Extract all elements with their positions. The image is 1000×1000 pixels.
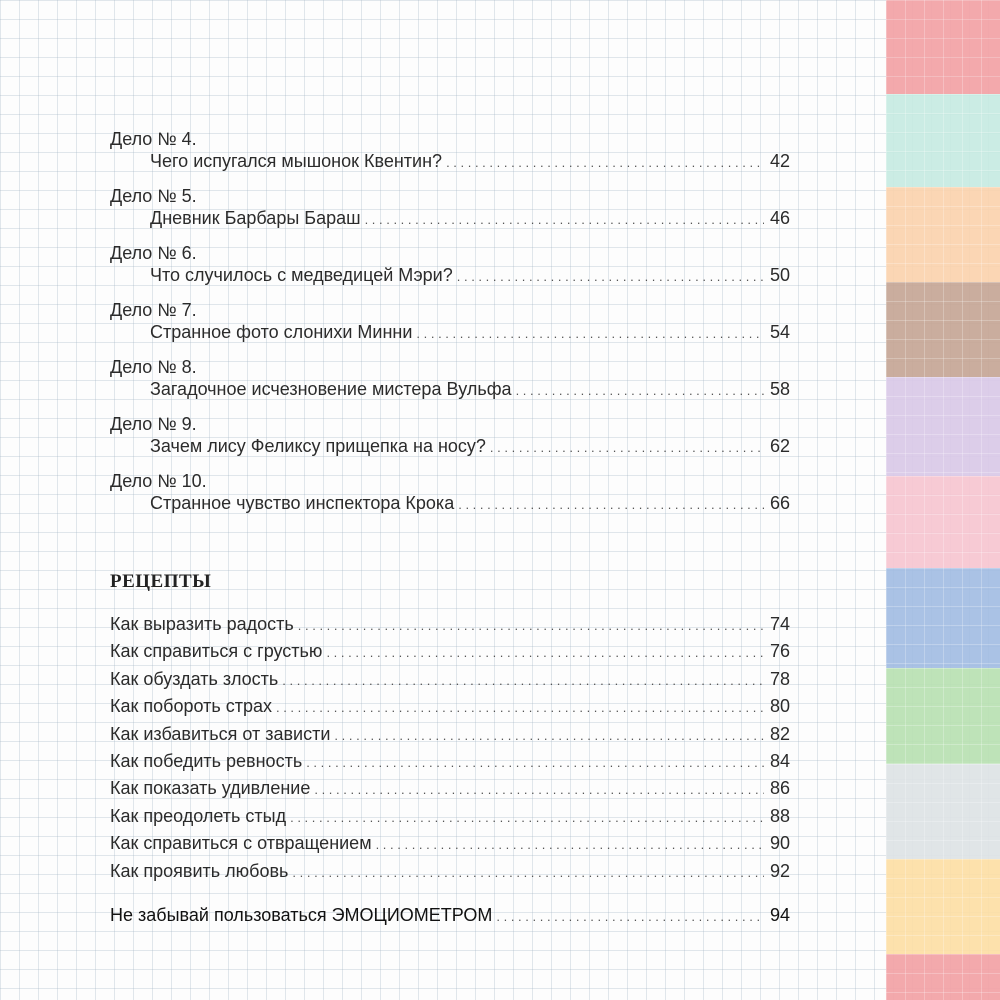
entry-title: Как выразить радость bbox=[110, 614, 294, 634]
toc-case-10 bbox=[110, 470, 790, 517]
entry-page: 90 bbox=[769, 833, 790, 854]
dot-leader bbox=[292, 866, 764, 879]
toc-entry[interactable] bbox=[110, 805, 790, 832]
color-tab-green[interactable] bbox=[886, 668, 1000, 764]
entry-title: Что случилось с медведицей Мэри? bbox=[150, 265, 453, 285]
case-label: Дело № 5. bbox=[110, 186, 197, 206]
toc-entry[interactable] bbox=[110, 435, 790, 460]
entry-page: 84 bbox=[769, 750, 790, 771]
toc-entry[interactable] bbox=[110, 264, 790, 289]
dot-leader bbox=[416, 327, 764, 340]
entry-page: 94 bbox=[769, 904, 790, 925]
toc-entry-emotiometer[interactable] bbox=[110, 904, 790, 929]
case-label: Дело № 7. bbox=[110, 300, 197, 320]
table-of-contents bbox=[110, 128, 790, 929]
entry-page: 92 bbox=[769, 860, 790, 881]
toc-entry[interactable] bbox=[110, 207, 790, 232]
case-label: Дело № 8. bbox=[110, 357, 197, 377]
entry-title: Загадочное исчезновение мистера Вульфа bbox=[150, 379, 512, 399]
toc-entry[interactable] bbox=[110, 378, 790, 403]
color-tab-yellow[interactable] bbox=[886, 859, 1000, 954]
color-tab-red-bottom[interactable] bbox=[886, 954, 1000, 1000]
dot-leader bbox=[365, 213, 764, 226]
entry-page: 50 bbox=[769, 265, 790, 285]
toc-case-4 bbox=[110, 128, 790, 175]
entry-title: Зачем лису Феликсу прищепка на носу? bbox=[150, 436, 486, 456]
dot-leader bbox=[334, 729, 764, 742]
entry-page: 80 bbox=[769, 696, 790, 717]
toc-entry[interactable] bbox=[110, 695, 790, 722]
dot-leader bbox=[326, 646, 764, 659]
dot-leader bbox=[276, 701, 764, 714]
color-tab-brown[interactable] bbox=[886, 282, 1000, 377]
toc-entry[interactable] bbox=[110, 321, 790, 346]
toc-entry[interactable] bbox=[110, 860, 790, 887]
case-label: Дело № 10. bbox=[110, 471, 207, 491]
case-label: Дело № 4. bbox=[110, 129, 197, 149]
entry-title: Дневник Барбары Бараш bbox=[150, 208, 361, 228]
toc-entry[interactable] bbox=[110, 640, 790, 667]
color-tab-lavender[interactable] bbox=[886, 377, 1000, 476]
entry-page: 66 bbox=[769, 493, 790, 513]
entry-title: Чего испугался мышонок Квентин? bbox=[150, 151, 443, 171]
dot-leader bbox=[376, 838, 764, 851]
toc-entry[interactable] bbox=[110, 668, 790, 695]
recipes-heading: РЕЦЕПТЫ bbox=[110, 571, 212, 592]
entry-title: Как преодолеть стыд bbox=[110, 805, 287, 826]
toc-entry[interactable] bbox=[110, 150, 790, 175]
toc-case-6 bbox=[110, 242, 790, 289]
entry-title: Как показать удивление bbox=[110, 778, 311, 799]
dot-leader bbox=[282, 674, 764, 687]
toc-entry[interactable] bbox=[110, 723, 790, 750]
entry-page: 54 bbox=[769, 322, 790, 342]
color-tab-red[interactable] bbox=[886, 0, 1000, 94]
entry-page: 76 bbox=[769, 641, 790, 662]
entry-title: Как справиться с грустью bbox=[110, 641, 323, 662]
color-tab-peach[interactable] bbox=[886, 187, 1000, 282]
color-tab-pink[interactable] bbox=[886, 476, 1000, 568]
dot-leader bbox=[496, 910, 764, 923]
entry-title: Не забывай пользоваться ЭМОЦИОМЕТРОМ bbox=[110, 904, 493, 925]
dot-leader bbox=[490, 441, 764, 454]
dot-leader bbox=[457, 270, 764, 283]
dot-leader bbox=[290, 811, 764, 824]
dot-leader bbox=[458, 498, 764, 511]
dot-leader bbox=[314, 783, 764, 796]
toc-entry[interactable] bbox=[110, 750, 790, 777]
entry-page: 88 bbox=[769, 805, 790, 826]
entry-title: Как справиться с отвращением bbox=[110, 833, 372, 854]
entry-title: Странное фото слонихи Минни bbox=[150, 322, 413, 342]
final-entry-block bbox=[110, 904, 790, 929]
toc-entry[interactable] bbox=[110, 613, 790, 640]
dot-leader bbox=[446, 156, 764, 169]
entry-title: Как победить ревность bbox=[110, 750, 303, 771]
color-tab-blue[interactable] bbox=[886, 568, 1000, 668]
toc-case-5 bbox=[110, 185, 790, 232]
dot-leader bbox=[516, 384, 764, 397]
entry-page: 86 bbox=[769, 778, 790, 799]
case-label: Дело № 9. bbox=[110, 414, 197, 434]
recipes-list bbox=[110, 613, 790, 887]
entry-title: Как проявить любовь bbox=[110, 860, 289, 881]
entry-page: 42 bbox=[769, 151, 790, 171]
toc-entry[interactable] bbox=[110, 492, 790, 517]
entry-page: 78 bbox=[769, 668, 790, 689]
dot-leader bbox=[298, 619, 764, 632]
toc-entry[interactable] bbox=[110, 777, 790, 804]
entry-page: 62 bbox=[769, 436, 790, 456]
entry-title: Как избавиться от зависти bbox=[110, 723, 331, 744]
toc-case-8 bbox=[110, 356, 790, 403]
entry-page: 58 bbox=[769, 379, 790, 399]
entry-title: Как побороть страх bbox=[110, 696, 272, 717]
cases-list bbox=[110, 128, 790, 517]
toc-entry[interactable] bbox=[110, 832, 790, 859]
toc-case-7 bbox=[110, 299, 790, 346]
entry-page: 46 bbox=[769, 208, 790, 228]
color-tab-mint[interactable] bbox=[886, 94, 1000, 187]
entry-page: 82 bbox=[769, 723, 790, 744]
entry-title: Странное чувство инспектора Крока bbox=[150, 493, 455, 513]
color-tab-gray[interactable] bbox=[886, 764, 1000, 859]
case-label: Дело № 6. bbox=[110, 243, 197, 263]
dot-leader bbox=[306, 756, 764, 769]
entry-page: 74 bbox=[769, 614, 790, 634]
toc-case-9 bbox=[110, 413, 790, 460]
entry-title: Как обуздать злость bbox=[110, 668, 279, 689]
color-tab-strip bbox=[886, 0, 1000, 1000]
